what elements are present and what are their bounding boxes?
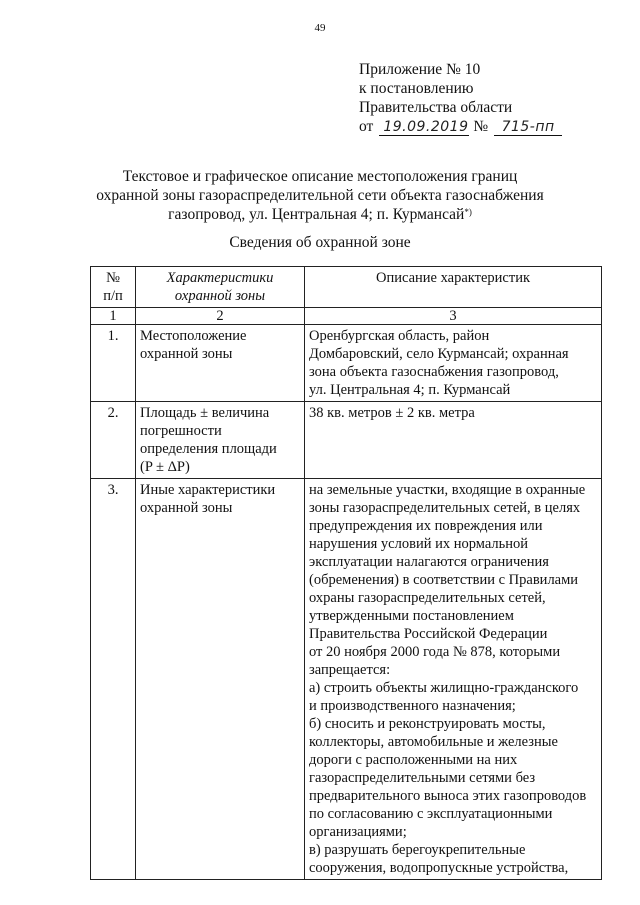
table-row <box>91 325 602 402</box>
description-line: по согласованию с эксплуатационными <box>309 806 553 822</box>
table-body <box>91 325 602 880</box>
row-number: 3. <box>91 479 136 880</box>
description-line: запрещается: <box>309 662 391 678</box>
table-row <box>91 402 602 479</box>
description-line: а) строить объекты жилищно-гражданского <box>309 680 579 696</box>
description-line: Домбаровский, село Курмансай; охранная <box>309 346 569 362</box>
description-line: (обременения) в соответствии с Правилами <box>309 572 579 588</box>
description-line: газораспределительными сетями без <box>309 770 536 786</box>
row-characteristic <box>136 402 305 479</box>
description-line: Правительства Российской Федерации <box>309 626 548 642</box>
description-line: и производственного назначения; <box>309 698 516 714</box>
footnote-mark: *) <box>464 207 472 217</box>
header-char-line-2: охранной зоны <box>174 288 266 304</box>
description-line: Оренбургская область, район <box>309 328 490 344</box>
appendix-block <box>359 60 562 136</box>
description-line: на земельные участки, входящие в охранные <box>309 482 586 498</box>
characteristic-line: охранной зоны <box>140 346 233 362</box>
description-line: зоны газораспределительных сетей, в целях <box>309 500 581 516</box>
row-description <box>305 479 602 880</box>
from-label: от <box>359 118 374 135</box>
appendix-line-3: Правительства области <box>359 99 513 116</box>
description-line: 38 кв. метров ± 2 кв. метра <box>309 405 475 421</box>
description-line: б) сносить и реконструировать мосты, <box>309 716 546 732</box>
description-line: от 20 ноября 2000 года № 878, которыми <box>309 644 561 660</box>
page-number: 49 <box>314 22 326 34</box>
header-num-line-2: п/п <box>103 288 123 304</box>
column-number: 1 <box>91 308 136 325</box>
description-line: предупреждения их повреждения или <box>309 518 543 534</box>
characteristic-line: Местоположение <box>140 328 247 344</box>
table-header-row <box>91 267 602 308</box>
description-line: коллекторы, автомобильные и железные <box>309 734 558 750</box>
title-line-3-wrap <box>0 205 640 224</box>
description-line: сооружения, водопропускные устройства, <box>309 860 569 876</box>
column-number-row <box>91 308 602 325</box>
title-line-1: Текстовое и графическое описание местоположения границ <box>122 168 518 185</box>
description-line: организациями; <box>309 824 407 840</box>
header-num-line-1: № <box>106 270 120 286</box>
handwritten-number: 715-пп <box>494 119 562 136</box>
header-char-line-1: Характеристики <box>166 270 274 286</box>
row-description <box>305 402 602 479</box>
characteristic-line: погрешности <box>140 423 222 439</box>
description-line: утвержденными постановлением <box>309 608 514 624</box>
description-line: в) разрушать берегоукрепительные <box>309 842 526 858</box>
description-line: дороги с расположенными на них <box>309 752 518 768</box>
appendix-date-number-line <box>359 117 562 136</box>
row-description <box>305 325 602 402</box>
title-line-2: охранной зоны газораспределительной сети объекта газоснабжения <box>96 187 544 204</box>
description-line: зона объекта газоснабжения газопровод, <box>309 364 559 380</box>
row-characteristic <box>136 479 305 880</box>
characteristic-line: (P ± ΔP) <box>140 459 190 475</box>
characteristic-line: Иные характеристики <box>140 482 276 498</box>
row-characteristic <box>136 325 305 402</box>
description-line: эксплуатации налагаются ограничения <box>309 554 549 570</box>
zone-info-table <box>90 266 602 880</box>
column-number: 2 <box>136 308 305 325</box>
handwritten-date: 19.09.2019 <box>379 119 469 136</box>
document-title <box>0 167 640 224</box>
characteristic-line: охранной зоны <box>140 500 233 516</box>
description-line: нарушения условий их нормальной <box>309 536 529 552</box>
description-line: ул. Центральная 4; п. Курмансай <box>309 382 511 398</box>
table-row <box>91 479 602 880</box>
row-number: 2. <box>91 402 136 479</box>
description-line: предварительного выноса этих газопроводов <box>309 788 587 804</box>
title-line-3: газопровод, ул. Центральная 4; п. Курмансай <box>168 206 465 223</box>
row-number: 1. <box>91 325 136 402</box>
characteristic-line: определения площади <box>140 441 277 457</box>
header-characteristics <box>136 267 305 308</box>
column-number: 3 <box>305 308 602 325</box>
appendix-line-1: Приложение № 10 <box>359 61 481 78</box>
header-description: Описание характеристик <box>305 267 602 308</box>
section-subtitle: Сведения об охранной зоне <box>229 234 411 251</box>
description-line: охраны газораспределительных сетей, <box>309 590 546 606</box>
characteristic-line: Площадь ± величина <box>140 405 270 421</box>
appendix-line-2: к постановлению <box>359 80 474 97</box>
header-num <box>91 267 136 308</box>
number-label: № <box>473 118 489 135</box>
